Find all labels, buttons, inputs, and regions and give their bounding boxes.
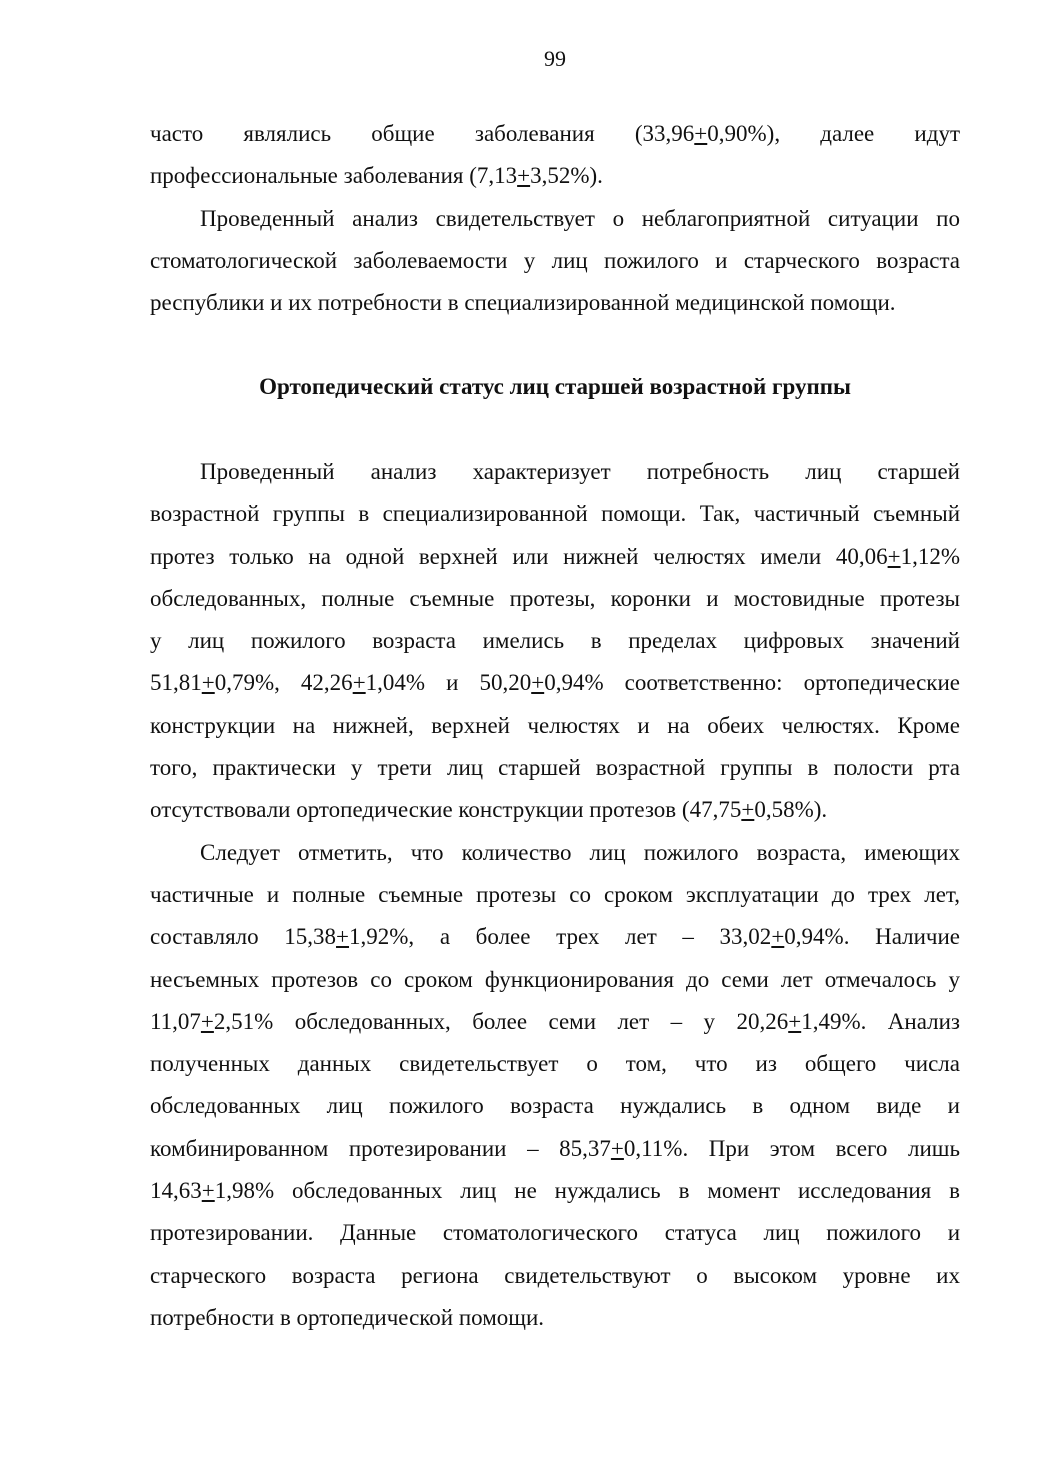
- paragraph-block-1: [150, 113, 960, 324]
- text-line: комбинированном протезировании – 85,37+0,11%. При этом всего лишь: [150, 1135, 960, 1161]
- text-line: отсутствовали ортопедические конструкции протезов (47,75+0,58%).: [150, 797, 828, 823]
- text-line: обследованных, полные съемные протезы, коронки и мостовидные протезы: [150, 585, 960, 611]
- text-line: профессиональные заболевания (7,13+3,52%).: [150, 163, 603, 189]
- text-line: возрастной группы в специализированной помощи. Так, частичный съемный: [150, 501, 960, 527]
- text-line: у лиц пожилого возраста имелись в пределах цифровых значений: [150, 628, 960, 654]
- text-line: 11,07+2,51% обследованных, более семи лет – у 20,26+1,49%. Анализ: [150, 1008, 960, 1034]
- paragraph-block-2: [150, 451, 960, 1339]
- text-line: часто являлись общие заболевания (33,96+0,90%), далее идут: [150, 121, 960, 146]
- text-line: обследованных лиц пожилого возраста нуждались в одном виде и: [150, 1093, 960, 1119]
- text-line: потребности в ортопедической помощи.: [150, 1304, 545, 1330]
- section-heading: Ортопедический статус лиц старшей возрастной группы: [259, 374, 851, 399]
- text-line: республики и их потребности в специализированной медицинской помощи.: [150, 290, 896, 316]
- text-line: составляло 15,38+1,92%, а более трех лет – 33,02+0,94%. Наличие: [150, 924, 960, 950]
- page-number: 99: [544, 46, 566, 71]
- text-line: старческого возраста региона свидетельствуют о высоком уровне их: [150, 1262, 960, 1288]
- text-line: того, практически у трети лиц старшей возрастной группы в полости рта: [150, 755, 960, 781]
- text-line: несъемных протезов со сроком функционирования до семи лет отмечалось у: [150, 966, 960, 992]
- text-line: конструкции на нижней, верхней челюстях и на обеих челюстях. Кроме: [150, 712, 960, 738]
- text-line: 51,81+0,79%, 42,26+1,04% и 50,20+0,94% соответственно: ортопедические: [150, 670, 960, 696]
- text-line: протезировании. Данные стоматологического статуса лиц пожилого и: [150, 1220, 960, 1246]
- text-line: стоматологической заболеваемости у лиц пожилого и старческого возраста: [150, 247, 960, 273]
- text-line: полученных данных свидетельствует о том, что из общего числа: [150, 1051, 960, 1077]
- text-line: Следует отметить, что количество лиц пожилого возраста, имеющих: [200, 839, 960, 865]
- text-line: Проведенный анализ характеризует потребность лиц старшей: [200, 459, 960, 484]
- text-line: 14,63+1,98% обследованных лиц не нуждались в момент исследования в: [150, 1178, 960, 1204]
- text-line: Проведенный анализ свидетельствует о неблагоприятной ситуации по: [200, 205, 960, 231]
- text-line: протез только на одной верхней или нижней челюстях имели 40,06+1,12%: [150, 543, 960, 569]
- text-line: частичные и полные съемные протезы со сроком эксплуатации до трех лет,: [150, 881, 960, 907]
